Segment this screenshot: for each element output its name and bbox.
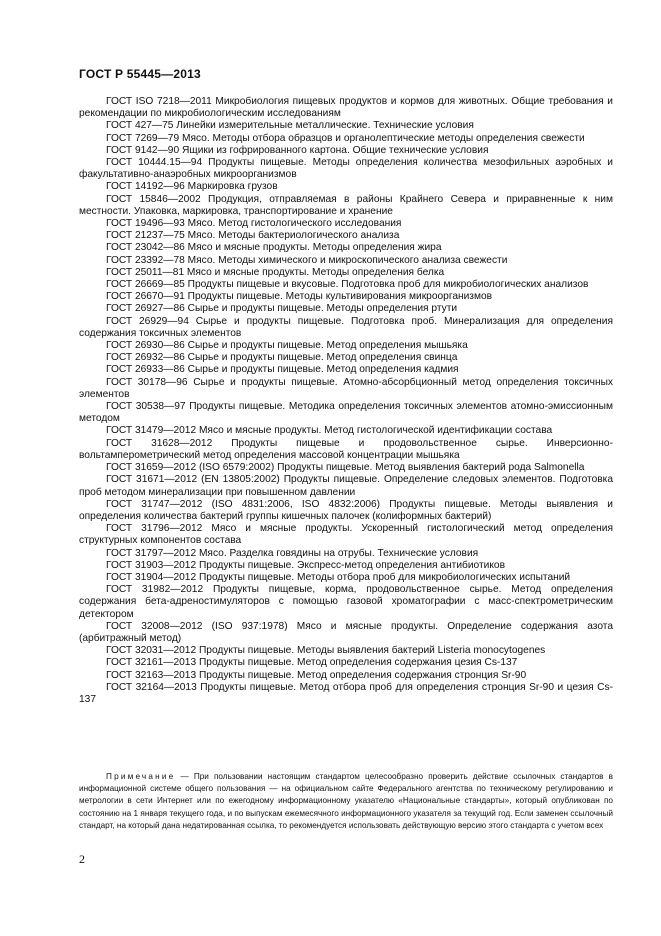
reference-item: ГОСТ 32031—2012 Продукты пищевые. Методы выявления бактерий Listeria monocytogenes: [106, 645, 546, 657]
reference-item: ГОСТ 31628—2012 Продукты пищевые и продовольственное сырье. Инверсионно-вольтамперометрический метод определения массовой концентрации мышьяка: [79, 437, 613, 461]
reference-item: ГОСТ 31659—2012 (ISO 6579:2002) Продукты пищевые. Метод выявления бактерий рода Salmonella: [106, 462, 585, 474]
reference-item: ГОСТ 427—75 Линейки измерительные металлические. Технические условия: [106, 120, 474, 132]
reference-item: ГОСТ 14192—96 Маркировка грузов: [106, 181, 278, 193]
reference-item: ГОСТ 19496—93 Мясо. Метод гистологического исследования: [106, 218, 402, 230]
reference-item: ГОСТ 31479—2012 Мясо и мясные продукты. Метод гистологической идентификации состава: [106, 425, 553, 437]
reference-item: ГОСТ 30538—97 Продукты пищевые. Методика определения токсичных элементов атомно-эмиссионным методом: [79, 401, 613, 425]
reference-item: ГОСТ 31747—2012 (ISO 4831:2006, ISO 4832:2006) Продукты пищевые. Методы выявления и определения количества бактерий группы кишечных палочек (колиформных бактерий): [79, 498, 613, 522]
reference-item: ГОСТ 23392—78 Мясо. Методы химического и микроскопического анализа свежести: [106, 254, 508, 266]
reference-item: ГОСТ 30178—96 Сырье и продукты пищевые. Атомно-абсорбционный метод определения токсичных элементов: [79, 376, 613, 400]
reference-item: ГОСТ 31671—2012 (EN 13805:2002) Продукты пищевые. Определение следовых элементов. Подготовка проб методом минерализации при повышенном давлении: [79, 474, 613, 498]
reference-item: ГОСТ 26933—86 Сырье и продукты пищевые. Метод определения кадмия: [106, 364, 459, 376]
note-label: Примечание: [106, 772, 176, 781]
reference-item: ГОСТ 26669—85 Продукты пищевые и вкусовые. Подготовка проб для микробиологических анализов: [106, 279, 589, 291]
reference-item: ГОСТ 25011—81 Мясо и мясные продукты. Методы определения белка: [106, 266, 445, 278]
reference-item: ГОСТ 26927—86 Сырье и продукты пищевые. Методы определения ртути: [106, 303, 458, 315]
page-number: 2: [79, 852, 85, 866]
normative-references-list: [79, 96, 613, 706]
reference-item: ГОСТ 32161—2013 Продукты пищевые. Метод определения содержания цезия Cs-137: [106, 657, 518, 669]
note-paragraph: [79, 771, 613, 832]
reference-item: ГОСТ 32008—2012 (ISO 937:1978) Мясо и мясные продукты. Определение содержания азота (арбитражный метод): [79, 620, 613, 644]
reference-item: ГОСТ 32164—2013 Продукты пищевые. Метод отбора проб для определения стронция Sr-90 и цезия Cs-137: [79, 681, 613, 705]
reference-item: ГОСТ 31904—2012 Продукты пищевые. Методы отбора проб для микробиологических испытаний: [106, 571, 571, 583]
reference-item: ГОСТ ISO 7218—2011 Микробиология пищевых продуктов и кормов для животных. Общие требования и рекомендации по микробиологическим исследованиям: [79, 96, 613, 120]
document-header: ГОСТ Р 55445—2013: [79, 67, 201, 81]
reference-item: ГОСТ 15846—2002 Продукция, отправляемая в районы Крайнего Севера и приравненные к ним местности. Упаковка, маркировка, транспортирование и хранение: [79, 193, 613, 217]
note-text: — При пользовании настоящим стандартом целесообразно проверить действие ссылочных стандартов в информационной системе общего пользования — на официальном сайте Федерального агентства по техническому регулированию и метрологии в сети Интернет или по ежегодному информационному указателю «Национальные стандарты», который опубликован по состоянию на 1 января текущего года, и по выпускам ежемесячного информационного указателя за текущий год. Если заменен ссылочный стандарт, на который дана недатированная ссылка, то рекомендуется использовать действующую версию этого стандарта с учетом всех: [79, 772, 613, 830]
reference-item: ГОСТ 9142—90 Ящики из гофрированного картона. Общие технические условия: [106, 144, 489, 156]
reference-item: ГОСТ 26930—86 Сырье и продукты пищевые. Метод определения мышьяка: [106, 340, 468, 352]
reference-item: ГОСТ 26929—94 Сырье и продукты пищевые. Подготовка проб. Минерализация для определения содержания токсичных элементов: [79, 315, 613, 339]
reference-item: ГОСТ 7269—79 Мясо. Методы отбора образцов и органолептические методы определения свежести: [106, 132, 585, 144]
reference-item: ГОСТ 21237—75 Мясо. Методы бактериологического анализа: [106, 230, 400, 242]
reference-item: ГОСТ 31903—2012 Продукты пищевые. Экспресс-метод определения антибиотиков: [106, 559, 505, 571]
reference-item: ГОСТ 31797—2012 Мясо. Разделка говядины на отрубы. Технические условия: [106, 547, 479, 559]
reference-item: ГОСТ 26932—86 Сырье и продукты пищевые. Метод определения свинца: [106, 352, 458, 364]
reference-item: ГОСТ 32163—2013 Продукты пищевые. Метод определения содержания стронция Sr-90: [106, 669, 527, 681]
reference-item: ГОСТ 31982—2012 Продукты пищевые, корма, продовольственное сырье. Метод определения содержания бета-адреностимуляторов с помощью газовой хроматографии с масс-спектрометрическим детектором: [79, 584, 613, 620]
reference-item: ГОСТ 26670—91 Продукты пищевые. Методы культивирования микроорганизмов: [106, 291, 493, 303]
reference-item: ГОСТ 10444.15—94 Продукты пищевые. Методы определения количества мезофильных аэробных и факультативно-анаэробных микроорганизмов: [79, 157, 613, 181]
reference-item: ГОСТ 23042—86 Мясо и мясные продукты. Методы определения жира: [106, 242, 442, 254]
reference-item: ГОСТ 31796—2012 Мясо и мясные продукты. Ускоренный гистологический метод определения структурных компонентов состава: [79, 523, 613, 547]
